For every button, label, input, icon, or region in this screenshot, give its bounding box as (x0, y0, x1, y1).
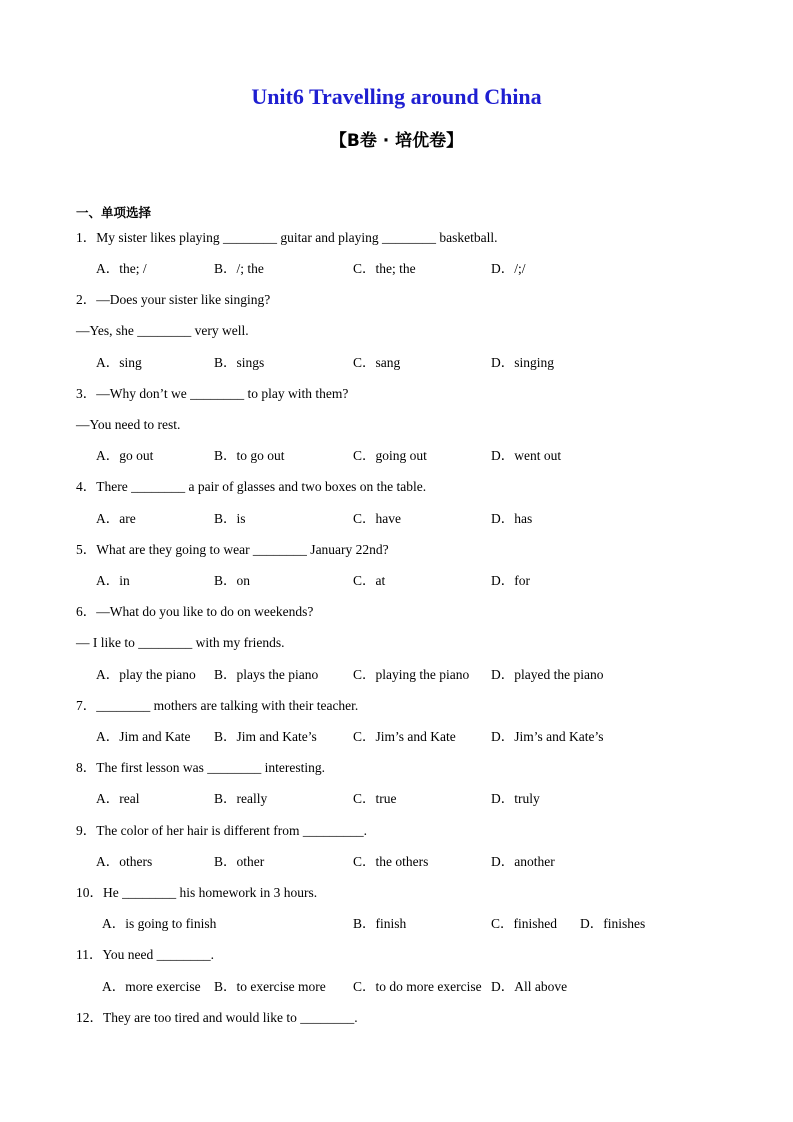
answer-option: C．to do more exercise (353, 979, 482, 994)
answer-option: D．Jim’s and Kate’s (491, 729, 604, 744)
question-stem: 11．You need ________. (76, 947, 215, 962)
question-stem: 7．________ mothers are talking with their teacher. (76, 698, 359, 713)
answer-option: B．other (214, 854, 265, 869)
answer-option: A．in (96, 573, 130, 588)
answer-option: D．went out (491, 448, 562, 463)
answer-option: C．sang (353, 355, 401, 370)
answer-option: B．sings (214, 355, 265, 370)
question-stem: 3．—Why don’t we ________ to play with them? (76, 386, 349, 401)
answer-option: C．going out (353, 448, 427, 463)
answer-option: A．sing (96, 355, 142, 370)
answer-option: D．for (491, 573, 530, 588)
answer-option: C．at (353, 573, 386, 588)
answer-option: A．more exercise (102, 979, 201, 994)
answer-option: A．are (96, 511, 136, 526)
answer-option: C．Jim’s and Kate (353, 729, 456, 744)
answer-option: B．plays the piano (214, 667, 319, 682)
answer-option: A．is going to finish (102, 916, 217, 931)
question-stem: 5．What are they going to wear ________ January 22nd? (76, 542, 389, 557)
answer-option: B．finish (353, 916, 407, 931)
answer-option: A．play the piano (96, 667, 196, 682)
answer-option: B．Jim and Kate’s (214, 729, 317, 744)
question-stem: 9．The color of her hair is different from _________. (76, 823, 368, 838)
answer-option: D．played the piano (491, 667, 604, 682)
answer-option: C．playing the piano (353, 667, 470, 682)
question-stem: 10．He ________ his homework in 3 hours. (76, 885, 318, 900)
answer-option: C．true (353, 791, 397, 806)
answer-option: A．others (96, 854, 153, 869)
answer-option: B．/; the (214, 261, 264, 276)
answer-option: D．has (491, 511, 533, 526)
question-stem: 2．—Does your sister like singing? (76, 292, 271, 307)
answer-option: D．/;/ (491, 261, 526, 276)
answer-option: C．the others (353, 854, 429, 869)
answer-option: B．on (214, 573, 251, 588)
question-stem: 6．—What do you like to do on weekends? (76, 604, 314, 619)
answer-option: C．the; the (353, 261, 416, 276)
answer-option: B．is (214, 511, 246, 526)
answer-option: B．really (214, 791, 268, 806)
answer-option: A．real (96, 791, 140, 806)
section-heading: 一、单项选择 (76, 205, 152, 220)
answer-option: C．have (353, 511, 401, 526)
answer-option: D．singing (491, 355, 555, 370)
answer-option: A．Jim and Kate (96, 729, 191, 744)
question-dialogue-line: —You need to rest. (76, 417, 181, 432)
question-dialogue-line: — I like to ________ with my friends. (76, 635, 285, 650)
answer-option: A．go out (96, 448, 154, 463)
answer-option: D．truly (491, 791, 540, 806)
answer-option: B．to exercise more (214, 979, 326, 994)
page-subtitle: 【B卷 · 培优卷】 (329, 131, 464, 151)
answer-option: A．the; / (96, 261, 147, 276)
question-stem: 8．The first lesson was ________ interesting. (76, 760, 325, 775)
question-dialogue-line: —Yes, she ________ very well. (76, 323, 249, 338)
question-stem: 12．They are too tired and would like to ________. (76, 1010, 358, 1025)
answer-option: D．another (491, 854, 555, 869)
answer-option: D．finishes (580, 916, 646, 931)
question-stem: 4．There ________ a pair of glasses and two boxes on the table. (76, 479, 427, 494)
question-stem: 1．My sister likes playing ________ guitar and playing ________ basketball. (76, 230, 498, 245)
answer-option: D．All above (491, 979, 568, 994)
page-title: Unit6 Travelling around China (251, 84, 542, 109)
answer-option: C．finished (491, 916, 557, 931)
answer-option: B．to go out (214, 448, 285, 463)
